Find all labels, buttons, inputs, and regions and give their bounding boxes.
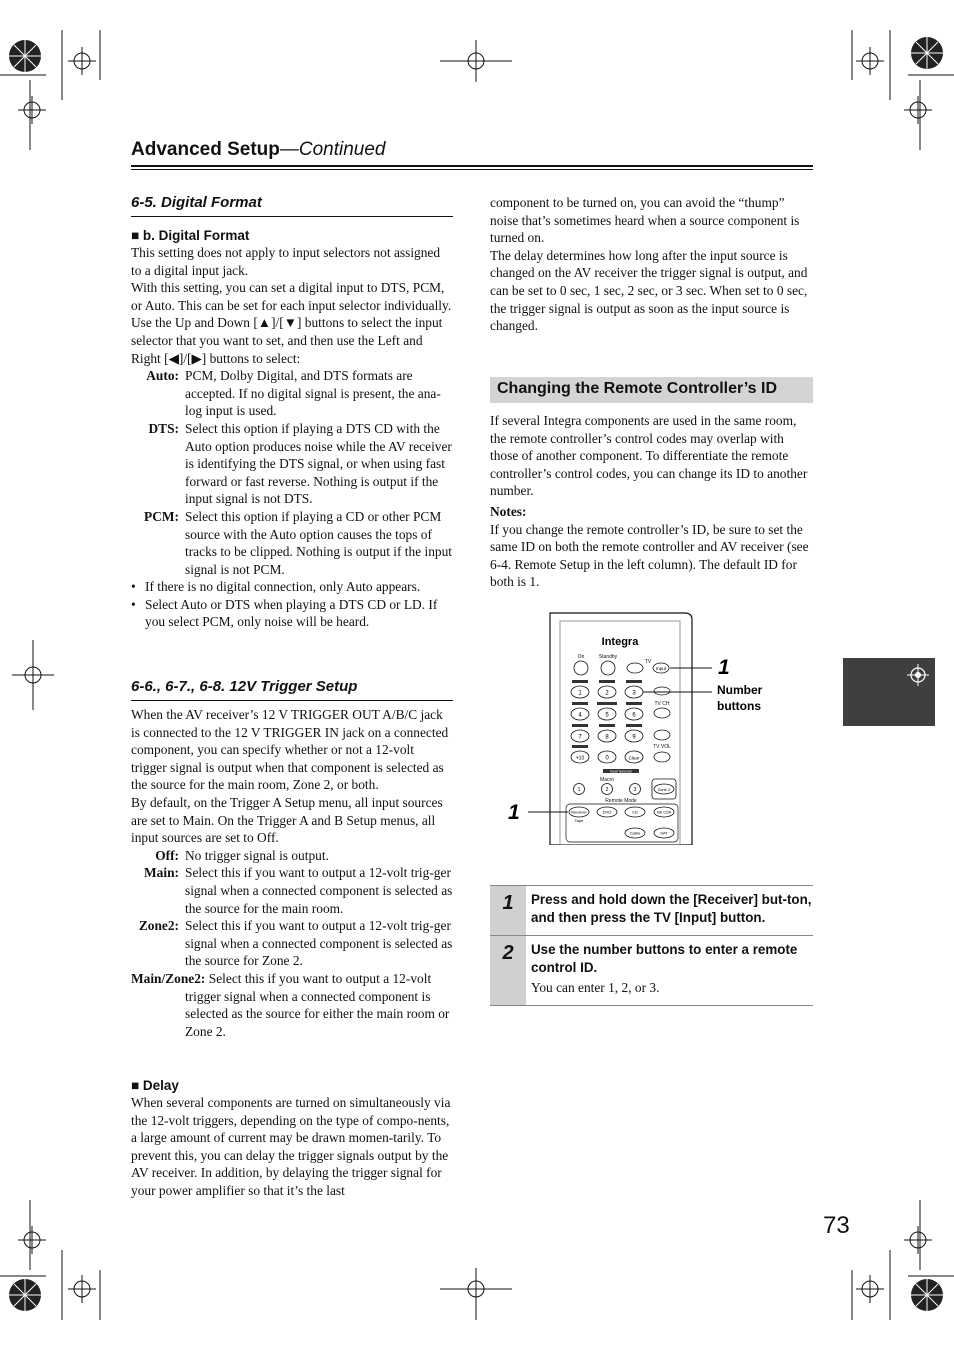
svg-text:CD: CD [632,809,638,815]
header-continued: —Continued [279,139,386,160]
svg-text:DVD: DVD [602,809,612,815]
svg-text:4: 4 [578,712,582,719]
paragraph: If you change the remote controller’s ID, be sure to set the same ID on both the remote controller and AV receiver (see 6-4. Remote Setup in the left column). The default ID for both is 1. [490,521,809,590]
svg-text:+10: +10 [575,755,585,762]
paragraph: component to be turned on, you can avoid the “thump” noise that’s sometimes heard when a source component is turned on. [490,195,800,246]
paragraph: This setting does not apply to input selectors not assigned to a digital input jack. [131,245,441,278]
trigger-body [131,706,453,1040]
chapter-tab [843,658,935,726]
step-note: You can enter 1, 2, or 3. [531,980,660,995]
tv-vol-label: TV VOL [653,744,671,750]
step-number: 2 [490,936,526,1005]
standby-button [601,661,615,675]
subheading-b-digital-format: ■ b. Digital Format [131,228,250,243]
svg-text:Clear: Clear [628,755,640,761]
paragraph: If several Integra components are used in the same room, the remote controller’s control codes may overlap with those of another component. To differentiate the remote controller’s control codes, you can change its ID to another number. [490,413,808,499]
digital-format-body [131,228,453,631]
crosshair-icon [843,658,935,726]
remote-id-heading-bar [490,377,813,403]
svg-text:6: 6 [632,712,636,719]
header-rule [131,165,813,167]
svg-text:1: 1 [578,690,582,697]
step-title: Use the number buttons to enter a remote control ID. [531,942,798,975]
header-rule-thin [131,169,813,170]
macro-label: Macro [600,777,614,783]
page-number: 73 [823,1212,850,1239]
svg-text:1: 1 [577,787,581,793]
svg-text:2: 2 [605,787,609,793]
paragraph: The delay determines how long after the input source is changed on the AV receiver the trigger signal is output, and can be set to 0 sec, 1 sec, 2 sec, or 3 sec. When set to 0 sec, the trigger signal is output as soon as the input source is changed. [490,247,808,334]
on-label: On [577,654,585,660]
header-title: Advanced Setup [131,139,280,160]
trigger-heading: 6-6., 6-7., 6-8. 12V Trigger Setup [131,678,358,695]
svg-text:7: 7 [578,734,582,741]
remote-id-body [490,412,813,591]
on-button [574,661,588,675]
digital-format-heading: 6-5. Digital Format [131,194,262,211]
remote-figure [500,605,800,845]
number-buttons-label-2: buttons [717,699,761,713]
term-zone2: Zone2: Select this if you want to output a 12-volt trig-ger signal when a connected component is selected as the source for Zone 2. [138,918,453,969]
steps-bottom-rule [490,1005,813,1006]
section-rule [131,216,453,217]
term-main-zone2: Main/Zone2: Select this if you want to output a 12-volt trigger signal when a connected component is selected as the source for either the main room or Zone 2. [131,970,450,1039]
page-header [131,139,386,161]
svg-text:Tape: Tape [574,818,584,823]
subheading-delay: ■ Delay [131,1078,179,1093]
input-button-label: Input [655,666,667,671]
section-rule [131,700,453,701]
paragraph: When the AV receiver’s 12 V TRIGGER OUT A/B/C jack is connected to the 12 V TRIGGER IN jack on a connected component, you can specify whether or not a 12-volt trigger signal is output when that component is selected as the source for the main room, Zone 2, or both. [131,707,449,793]
svg-text:9: 9 [632,734,636,741]
svg-text:8: 8 [605,734,609,741]
callout-step-1-top: 1 [718,656,730,679]
input-selector-label: Input Selector [609,769,633,774]
term-off: Off: No trigger signal is output. [155,847,329,863]
svg-text:Receiver: Receiver [571,809,587,815]
notes-label: Notes: [490,503,527,519]
bullet-item: • Select Auto or DTS when playing a DTS CD or LD. If you select PCM, only noise will be heard. [131,596,438,630]
brand-logo-text: Integra [601,636,639,648]
number-buttons-label-1: Number [717,683,763,697]
tv-power-button [627,663,643,673]
svg-text:MD CDR: MD CDR [656,810,672,815]
steps-table [490,885,813,1006]
term-pcm: PCM: Select this option if playing a CD or other PCM source with the Auto option causes the tops of tracks to be clipped. Nothing is output if the input signal is not PCM. [144,508,453,577]
remote-id-heading: Changing the Remote Controller’s ID [497,380,778,397]
paragraph: By default, on the Trigger A Setup menu, all input sources are set to Main. On the Trigger A and B Setup menus, all input sources are set to Off. [131,794,443,846]
svg-text:2: 2 [605,690,609,697]
svg-text:3: 3 [633,787,637,793]
svg-text:Cable: Cable [629,830,641,836]
paragraph: Use the Up and Down [▲]/[▼] buttons to select the input selector that you want to set, and then use the Left and Right [◀]/[▶] buttons to select: [131,315,443,366]
remote-mode-label: Remote Mode [605,798,637,804]
bullet-item: • If there is no digital connection, only Auto appears. [131,579,421,595]
callout-step-1-bottom: 1 [508,801,520,824]
standby-label: Standby [598,654,618,660]
svg-text:5: 5 [605,712,609,719]
svg-text:Zone 2: Zone 2 [657,787,671,792]
step-1 [490,885,813,935]
svg-text:0: 0 [605,755,609,762]
step-number: 1 [490,886,526,935]
term-auto: Auto: PCM, Dolby Digital, and DTS formats are accepted. If no digital signal is present, the ana-log input is used. [146,368,441,419]
delay-continuation [490,194,813,335]
delay-section [131,1078,453,1200]
term-dts: DTS: Select this option if playing a DTS CD with the Auto option produces noise while the AV receiver is identifying the DTS signal, or when using fast forward or fast reverse. Nothing is output if the input signal is not DTS. [148,420,452,507]
svg-text:SAT: SAT [660,830,668,836]
paragraph: When several components are turned on simultaneously via the 12-volt triggers, depending on the type of compo-nents, a large amount of current may be drawn momen-tarily. To prevent this, you can delay the trigger signals output by the AV receiver. In addition, by delaying the trigger signal for your power amplifier so that it’s the last [131,1095,451,1198]
tv-label: TV [644,659,652,665]
tv-ch-label: TV CH [654,701,670,707]
svg-text:3: 3 [632,690,636,697]
step-title: Press and hold down the [Receiver] but-ton, and then press the TV [Input] button. [531,892,812,925]
paragraph: With this setting, you can set a digital input to DTS, PCM, or Auto. This can be set for each input selector individually. [131,280,452,313]
step-2 [490,935,813,1005]
term-main: Main: Select this if you want to output a 12-volt trig-ger signal when a connected component is selected as the source for the main room. [144,865,453,916]
